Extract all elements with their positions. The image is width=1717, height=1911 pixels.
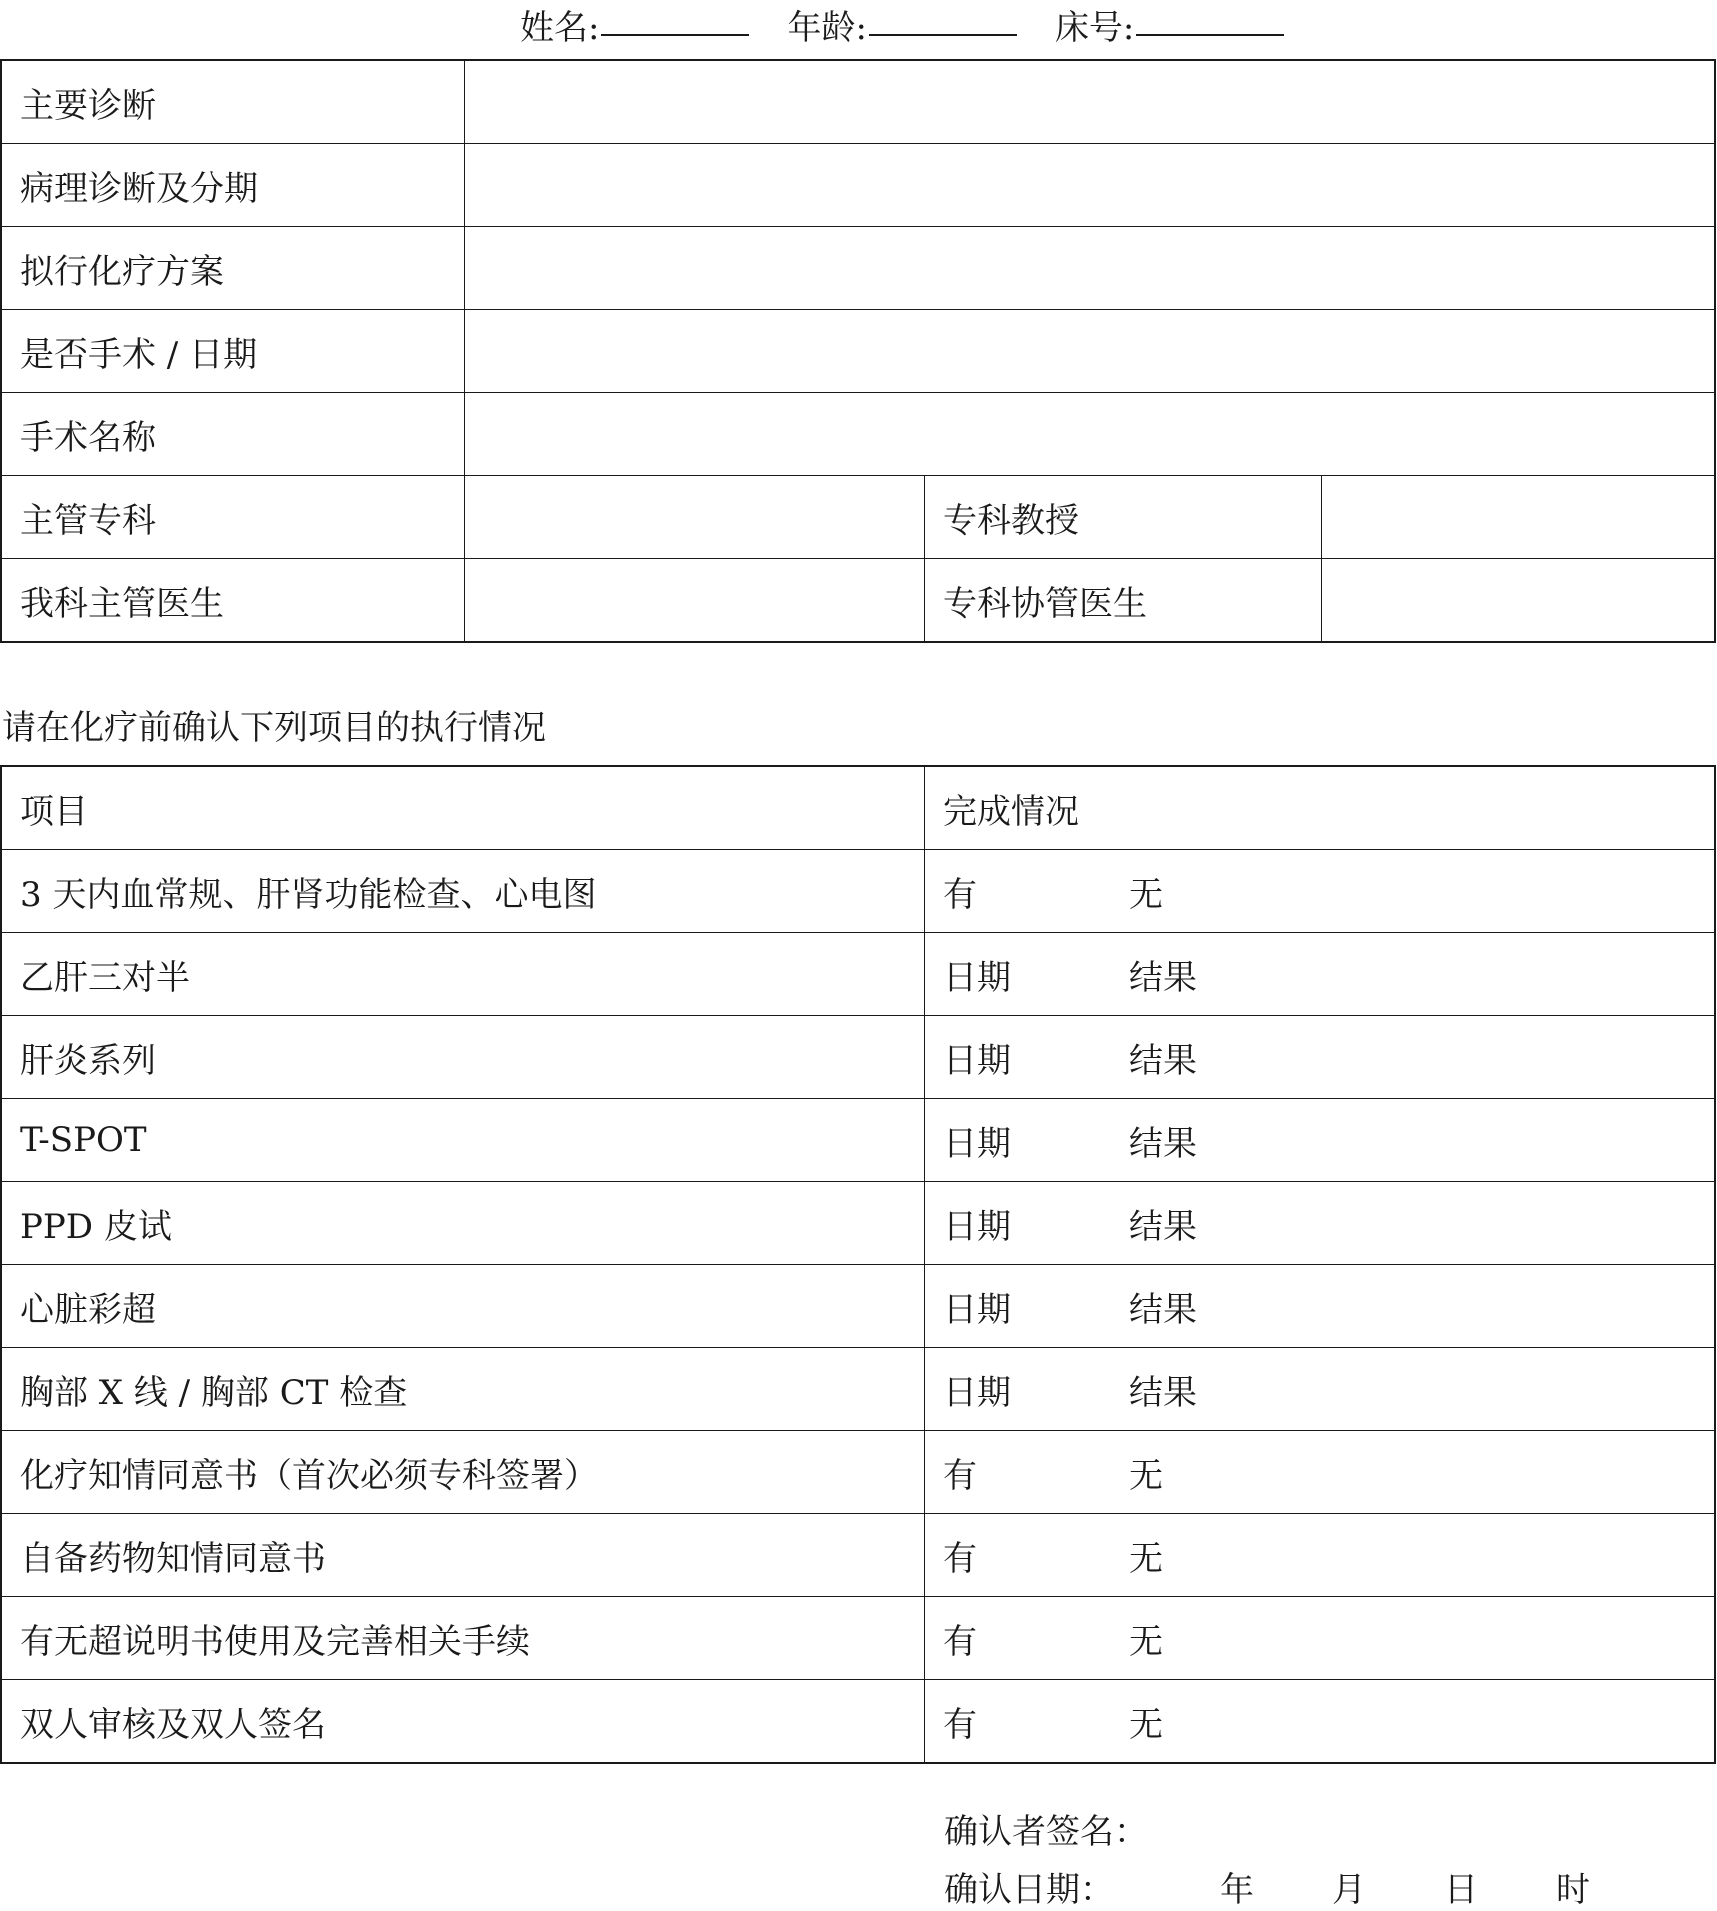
check-item-status[interactable] — [925, 1597, 1715, 1680]
status-option-b[interactable]: 无 — [1129, 1621, 1163, 1662]
status-options — [943, 1199, 1714, 1248]
month-unit: 月 — [1332, 1870, 1366, 1910]
status-option-b[interactable]: 结果 — [1129, 1040, 1197, 1081]
attending-doctor-value[interactable] — [465, 559, 925, 642]
check-item-label: 化疗知情同意书（首次必须专科签署） — [2, 1431, 925, 1514]
age-blank[interactable] — [869, 0, 1017, 36]
status-option-a[interactable]: 日期 — [943, 1123, 1011, 1164]
table-row — [2, 1099, 1715, 1182]
bed-label: 床号: — [1054, 8, 1135, 48]
check-item-label: 有无超说明书使用及完善相关手续 — [2, 1597, 925, 1680]
specialty-label: 主管专科 — [2, 476, 465, 559]
signature-label: 确认者签名： — [944, 1812, 1148, 1852]
check-item-status[interactable] — [925, 1348, 1715, 1431]
planned-regimen-label: 拟行化疗方案 — [2, 227, 465, 310]
table-row — [2, 850, 1715, 933]
hour-unit: 时 — [1556, 1870, 1590, 1910]
check-item-status[interactable] — [925, 1265, 1715, 1348]
status-option-a[interactable]: 有 — [943, 874, 977, 915]
patient-info-table — [1, 60, 1715, 642]
age-field[interactable] — [787, 0, 1016, 49]
table-row — [2, 1265, 1715, 1348]
table-row — [2, 1348, 1715, 1431]
surgery-date-value[interactable] — [465, 310, 1715, 393]
check-item-label: 胸部 X 线 / 胸部 CT 检查 — [2, 1348, 925, 1431]
specialty-professor-value[interactable] — [1322, 476, 1715, 559]
status-options — [943, 950, 1714, 999]
assisting-doctor-label: 专科协管医生 — [925, 559, 1322, 642]
table-row — [2, 1431, 1715, 1514]
table-row — [2, 310, 1715, 393]
name-blank[interactable] — [601, 0, 749, 36]
status-option-b[interactable]: 结果 — [1129, 1206, 1197, 1247]
check-item-status[interactable] — [925, 1182, 1715, 1265]
status-options — [943, 1697, 1714, 1746]
status-option-a[interactable]: 有 — [943, 1704, 977, 1745]
table-row — [2, 1016, 1715, 1099]
date-label: 确认日期： — [944, 1870, 1114, 1910]
assisting-doctor-value[interactable] — [1322, 559, 1715, 642]
surgery-date-label: 是否手术 / 日期 — [2, 310, 465, 393]
table-row — [2, 393, 1715, 476]
year-unit: 年 — [1220, 1870, 1254, 1910]
table-row — [2, 1182, 1715, 1265]
table-row — [2, 144, 1715, 227]
check-item-status[interactable] — [925, 850, 1715, 933]
status-option-b[interactable]: 结果 — [1129, 1123, 1197, 1164]
check-item-label: 自备药物知情同意书 — [2, 1514, 925, 1597]
check-item-label: PPD 皮试 — [2, 1182, 925, 1265]
table-row — [2, 476, 1715, 559]
status-option-b[interactable]: 结果 — [1129, 957, 1197, 998]
check-item-label: 心脏彩超 — [2, 1265, 925, 1348]
status-option-a[interactable]: 日期 — [943, 1206, 1011, 1247]
attending-doctor-label: 我科主管医生 — [2, 559, 465, 642]
status-option-b[interactable]: 无 — [1129, 1455, 1163, 1496]
status-option-a[interactable]: 日期 — [943, 1372, 1011, 1413]
day-unit: 日 — [1444, 1870, 1478, 1910]
instruction-text: 请在化疗前确认下列项目的执行情况 — [2, 708, 546, 748]
bed-field[interactable] — [1055, 0, 1284, 49]
check-item-status[interactable] — [925, 1099, 1715, 1182]
table-row — [2, 559, 1715, 642]
status-option-a[interactable]: 有 — [943, 1455, 977, 1496]
table-row — [2, 933, 1715, 1016]
confirm-date[interactable] — [944, 1862, 1668, 1911]
table-row — [2, 227, 1715, 310]
checklist-table — [1, 766, 1715, 1763]
main-diagnosis-label: 主要诊断 — [2, 61, 465, 144]
status-options — [943, 1531, 1714, 1580]
bed-blank[interactable] — [1136, 0, 1284, 36]
status-options — [943, 1448, 1714, 1497]
status-option-b[interactable]: 结果 — [1129, 1289, 1197, 1330]
status-option-a[interactable]: 有 — [943, 1538, 977, 1579]
age-label: 年龄: — [787, 8, 867, 48]
confirmer-signature[interactable] — [944, 1804, 1148, 1853]
surgery-name-value[interactable] — [465, 393, 1715, 476]
status-column-header: 完成情况 — [925, 767, 1715, 850]
specialty-value[interactable] — [465, 476, 925, 559]
status-options — [943, 1365, 1714, 1414]
check-item-status[interactable] — [925, 1514, 1715, 1597]
check-item-label: T-SPOT — [2, 1099, 925, 1182]
pathology-staging-value[interactable] — [465, 144, 1715, 227]
name-label: 姓名: — [520, 8, 600, 48]
table-row — [2, 1514, 1715, 1597]
table-row — [2, 61, 1715, 144]
check-item-status[interactable] — [925, 1680, 1715, 1763]
status-option-b[interactable]: 结果 — [1129, 1372, 1197, 1413]
name-field[interactable] — [520, 0, 749, 49]
status-options — [943, 867, 1714, 916]
check-item-status[interactable] — [925, 1431, 1715, 1514]
status-options — [943, 1614, 1714, 1663]
table-row — [2, 1597, 1715, 1680]
main-diagnosis-value[interactable] — [465, 61, 1715, 144]
status-option-a[interactable]: 日期 — [943, 1040, 1011, 1081]
check-item-status[interactable] — [925, 1016, 1715, 1099]
item-column-header: 项目 — [2, 767, 925, 850]
status-option-b[interactable]: 无 — [1129, 1538, 1163, 1579]
check-item-label: 肝炎系列 — [2, 1016, 925, 1099]
status-option-a[interactable]: 有 — [943, 1621, 977, 1662]
specialty-professor-label: 专科教授 — [925, 476, 1322, 559]
check-item-label: 双人审核及双人签名 — [2, 1680, 925, 1763]
status-option-b[interactable]: 无 — [1129, 874, 1163, 915]
surgery-name-label: 手术名称 — [2, 393, 465, 476]
table-row — [2, 1680, 1715, 1763]
table-header-row — [2, 767, 1715, 850]
status-option-a[interactable]: 日期 — [943, 957, 1011, 998]
status-options — [943, 1033, 1714, 1082]
patient-header — [520, 0, 1322, 48]
status-options — [943, 1282, 1714, 1331]
pathology-staging-label: 病理诊断及分期 — [2, 144, 465, 227]
status-option-b[interactable]: 无 — [1129, 1704, 1163, 1745]
status-options — [943, 1116, 1714, 1165]
status-option-a[interactable]: 日期 — [943, 1289, 1011, 1330]
check-item-label: 3 天内血常规、肝肾功能检查、心电图 — [2, 850, 925, 933]
check-item-status[interactable] — [925, 933, 1715, 1016]
planned-regimen-value[interactable] — [465, 227, 1715, 310]
check-item-label: 乙肝三对半 — [2, 933, 925, 1016]
